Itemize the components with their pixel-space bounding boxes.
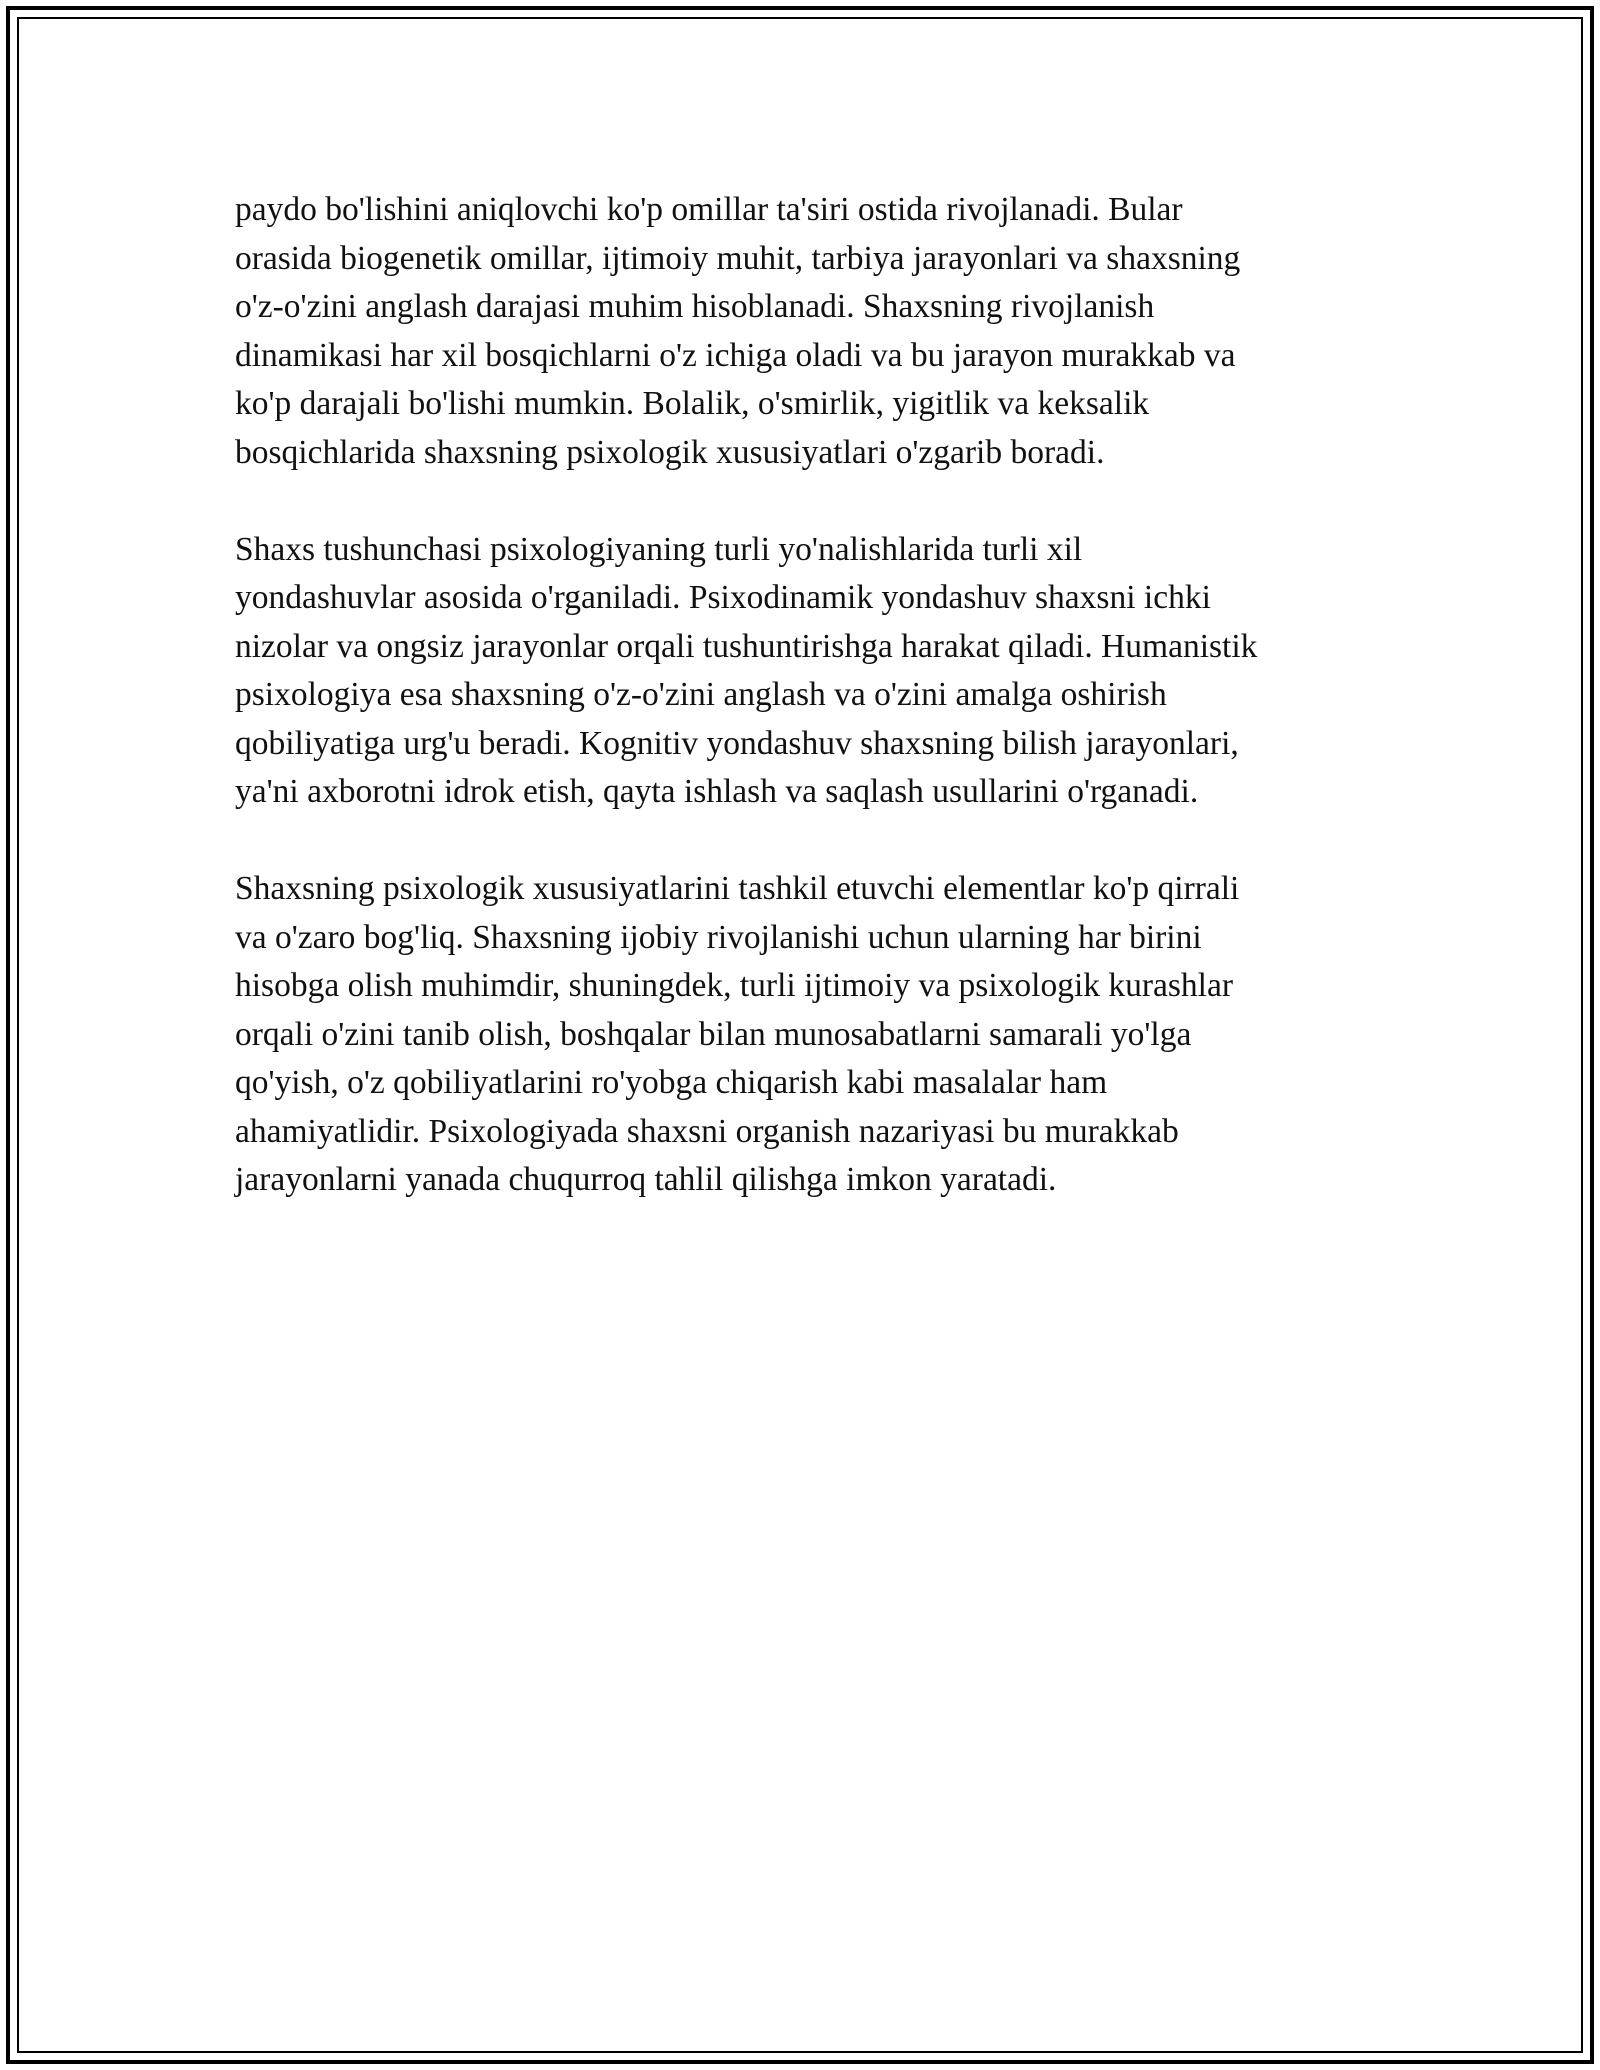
paragraph-2: Shaxs tushunchasi psixologiyaning turli yo'nalishlarida turli xil yondashuvlar asosida o'rganiladi. Psixodinamik yondashuv shaxsni ichki nizolar va ongsiz jarayonlar orqali tushuntirishga harakat qiladi. Humanistik psixologiya esa shaxsning o'z-o'zini anglash va o'zini amalga oshirish qobiliyatiga urg'u beradi. Kognitiv yondashuv shaxsning bilish jarayonlari, ya'ni axborotni idrok etish, qayta ishlash va saqlash usullarini o'rganadi. — [235, 530, 1258, 810]
paragraph-3: Shaxsning psixologik xususiyatlarini tashkil etuvchi elementlar ko'p qirrali va o'zaro bog'liq. Shaxsning ijobiy rivojlanishi uchun ularning har birini hisobga olish muhimdir, shuningdek, turli ijtimoiy va psixologik kurashlar orqali o'zini tanib olish, boshqalar bilan munosabatlarni samarali yo'lga qo'yish, o'z qobiliyatlarini ro'yobga chiqarish kabi masalalar ham ahamiyatlidir. Psixologiyada shaxsni organish nazariyasi bu murakkab jarayonlarni yanada chuqurroq tahlil qilishga imkon yaratadi. — [235, 870, 1240, 1198]
paragraph-1: paydo bo'lishini aniqlovchi ko'p omillar ta'siri ostida rivojlanadi. Bular orasida biogenetik omillar, ijtimoiy muhit, tarbiya jarayonlari va shaxsning o'z-o'zini anglash darajasi muhim hisoblanadi. Shaxsning rivojlanish dinamikasi har xil bosqichlarni o'z ichiga oladi va bu jarayon murakkab va ko'p darajali bo'lishi mumkin. Bolalik, o'smirlik, yigitlik va keksalik bosqichlarida shaxsning psixologik xususiyatlari o'zgarib boradi. — [235, 191, 1241, 471]
document-body — [235, 186, 1365, 1253]
